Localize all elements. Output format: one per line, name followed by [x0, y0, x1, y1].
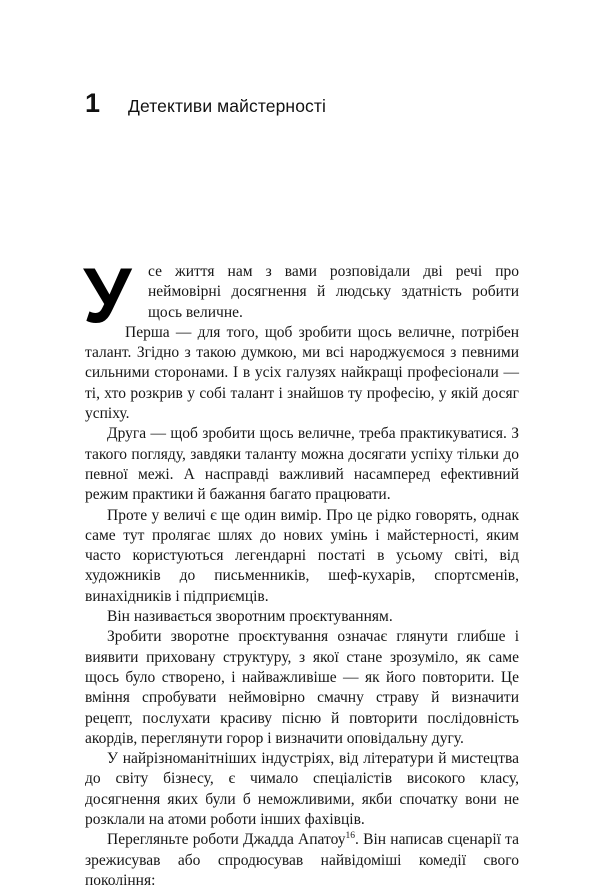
paragraph-practice: Друга — щоб зробити щось величне, треба практикуватися. З такого погляду, завдяки таланту можна досягати успіху тільки до певної межі. А насправді важливий насамперед ефективний режим практики й бажання багато працювати.	[85, 425, 519, 504]
paragraph-third-dimension: Проте у величі є ще один вимір. Про це рідко говорять, однак саме тут пролягає шлях до нових умінь і майстерності, яким часто користуються легендарні постаті в усьому світі, від художників до письменників, шеф-кухарів, спортсменів, винахідників і підприємців.	[85, 506, 519, 605]
chapter-number: 1	[85, 88, 101, 118]
paragraph-talent: Перша — для того, щоб зробити щось величне, потрібен талант. Згідно з такою думкою, ми всі народжуємося з певними сильними сторонами. І в усіх галузях найкращі професіонали — ті, хто розкрив у собі талант і знайшов ту професію, у якій досяг успіху.	[85, 323, 519, 423]
paragraph-reverse-engineering-definition: Зробити зворотне проєктування означає глянути глибше і виявити приховану структуру, з якої стане зрозуміло, як саме щось було створено, і найважливіше — як його повторити. Це вміння спробувати неймовірно смачну страву й визначити рецепт, послухати красиву пісню й повторити послідовність акордів, переглянути горор і визначити оповідальну дугу.	[85, 628, 519, 747]
closing-text-after-footnote: . Він написав сценарії та зрежисував або спродюсував найвідоміші комедії свого покоління:	[85, 831, 520, 889]
footnote-reference: 16	[345, 831, 356, 842]
opening-text: се життя нам з вами розповідали дві речі про неймовірні досягнення й людську здатність робити щось величне.	[148, 263, 519, 321]
chapter-header	[85, 90, 326, 117]
paragraph-reverse-engineering-name: Він називається зворотним проєктуванням.	[107, 608, 393, 626]
body-text	[83, 251, 520, 889]
dropcap-letter: У	[83, 251, 130, 339]
closing-text-before-footnote: Перегляньте роботи Джадда Апатоу	[107, 831, 346, 849]
chapter-title: Детективи майстерності	[128, 96, 326, 116]
opening-paragraph	[83, 251, 519, 339]
paragraph-industries: У найрізноманітніших індустріях, від літератури й мистецтва до світу бізнесу, є чимало спеціалістів високого класу, досягнення яких були б неможливими, якби спочатку вони не розклали на атоми роботи інших фахівців.	[85, 750, 519, 829]
paragraph-apatow	[85, 830, 519, 889]
